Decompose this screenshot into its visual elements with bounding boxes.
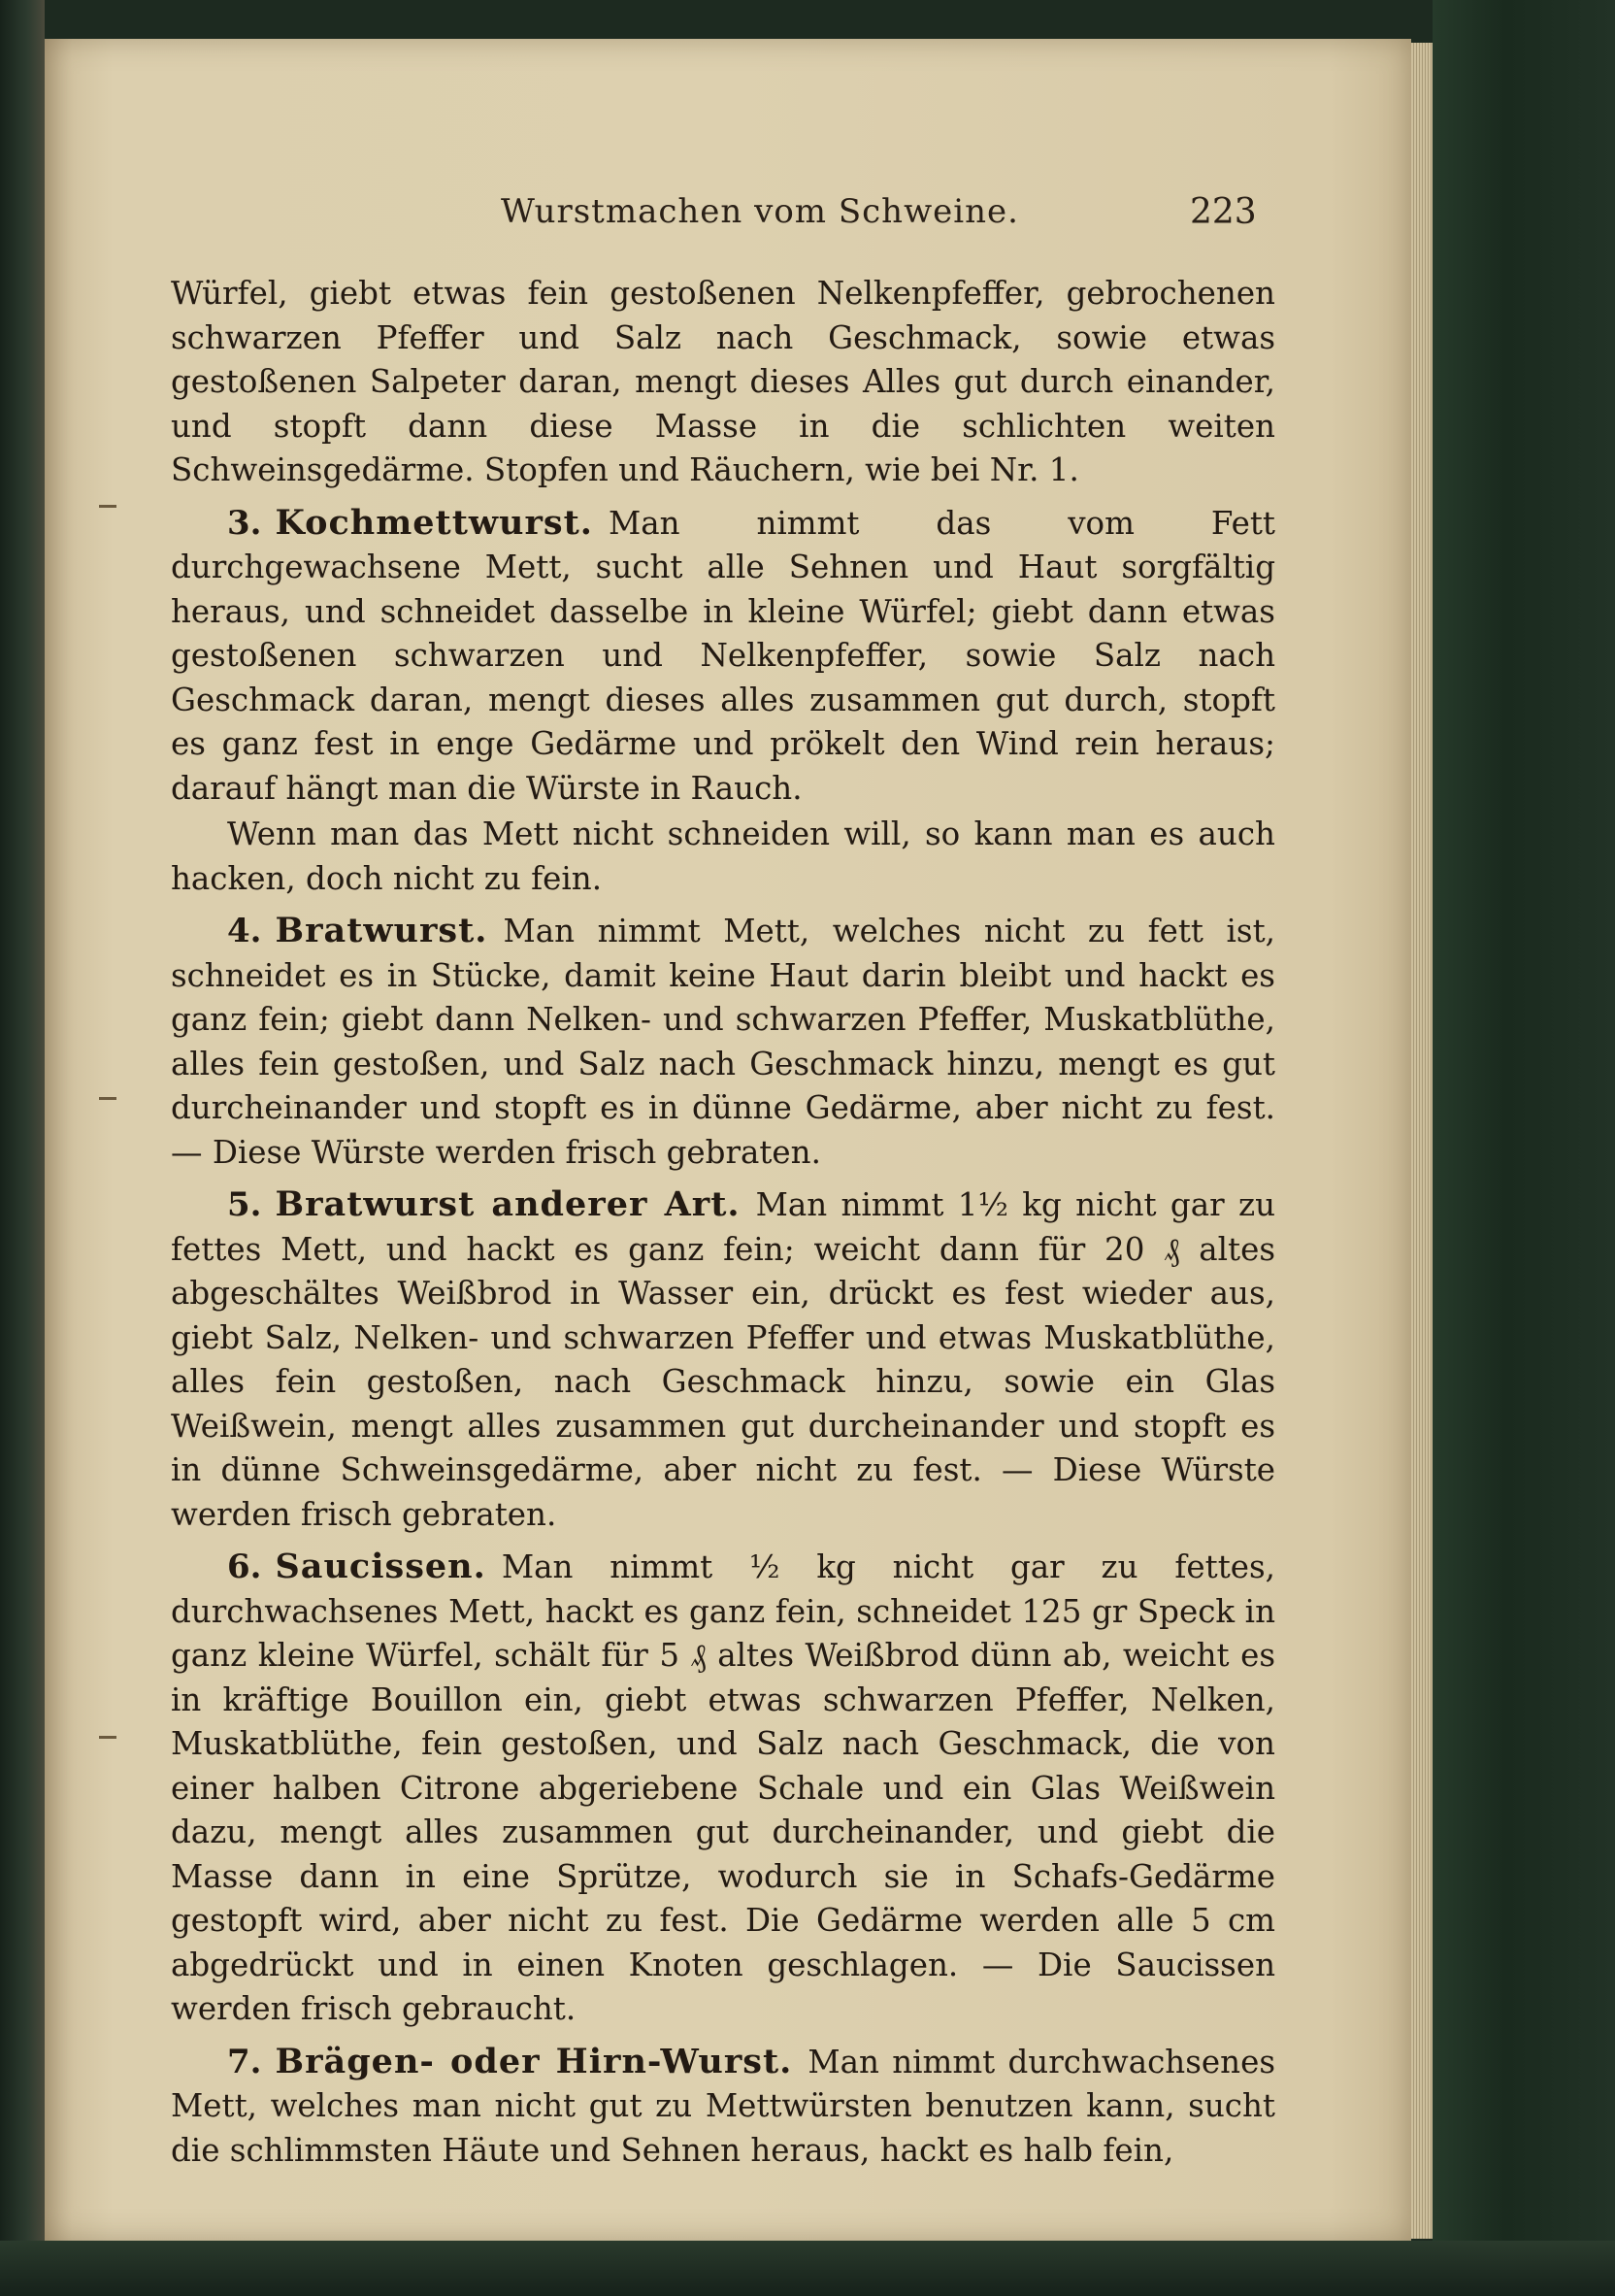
- margin-mark: [99, 505, 116, 508]
- recipe-3: [171, 501, 1275, 812]
- recipe-number: 7.: [227, 2042, 262, 2081]
- recipe-text: Man nimmt ½ kg nicht gar zu fettes, durchwachsenes Mett, hackt es ganz fein, schneidet 125 gr Speck in ganz kleine Würfel, schält für 5 ₰ altes Weißbrod dünn ab, weicht es in kräftige Bouillon ein, giebt etwas schwarzen Pfeffer, Nelken, Muskatblüthe, fein gestoßen, und Salz nach Geschmack, die von einer halben Citrone abgeriebene Schale und ein Glas Weißwein dazu, mengt alles zusammen gut durcheinander, und giebt die Masse dann in eine Sprütze, wodurch sie in Schafs-Gedärme gestopft wird, aber nicht zu fest. Die Gedärme werden alle 5 cm abgedrückt und in einen Knoten geschlagen. — Die Saucissen werden frisch gebraucht.: [171, 1548, 1275, 2027]
- book-page: [45, 39, 1411, 2241]
- recipe-7: [171, 2040, 1275, 2174]
- recipe-title: Brägen- oder Hirn-Wurst.: [275, 2041, 793, 2081]
- margin-mark: [99, 1736, 116, 1739]
- page-edges: [1411, 43, 1433, 2239]
- recipe-text: Man nimmt Mett, welches nicht zu fett ist, schneidet es in Stücke, damit keine Haut darin bleibt und hackt es ganz fein; giebt dann Nelken- und schwarzen Pfeffer, Muskatblüthe, alles fein gestoßen, und Salz nach Geschmack hinzu, mengt es gut durcheinander und stopft es in dünne Gedärme, aber nicht zu fest. — Diese Würste werden frisch gebraten.: [171, 913, 1275, 1171]
- margin-mark: [99, 1097, 116, 1100]
- recipe-number: 3.: [227, 503, 262, 543]
- recipe-title: Kochmettwurst.: [275, 502, 593, 543]
- recipe-6: [171, 1545, 1275, 2032]
- recipe-title: Bratwurst.: [275, 911, 488, 950]
- book-cover-bottom: [0, 2241, 1615, 2296]
- recipe-title: Saucissen.: [275, 1547, 486, 1586]
- recipe-number: 6.: [227, 1547, 262, 1586]
- body-text: [171, 272, 1275, 2175]
- recipe-title: Bratwurst anderer Art.: [275, 1184, 741, 1224]
- paragraph: Wenn man das Mett nicht schneiden will, so kann man es auch hacken, doch nicht zu fein.: [171, 815, 1275, 897]
- running-title: Wurstmachen vom Schweine.: [501, 192, 1019, 231]
- recipe-number: 4.: [227, 912, 262, 950]
- book-cover-left: [0, 0, 45, 2296]
- page-number: 223: [1190, 192, 1257, 232]
- recipe-text: Man nimmt 1½ kg nicht gar zu fettes Mett, und hackt es ganz fein; weicht dann für 20 ₰ altes abgeschältes Weißbrod in Wasser ein, drückt es fest wieder aus, giebt Salz, Nelken- und schwarzen Pfeffer und etwas Muskatblüthe, alles fein gestoßen, nach Geschmack hinzu, sowie ein Glas Weißwein, mengt alles zusammen gut durcheinander und stopft es in dünne Schweinsgedärme, aber nicht zu fest. — Diese Würste werden frisch gebraten.: [171, 1186, 1276, 1533]
- recipe-text: Man nimmt das vom Fett durchgewachsene Mett, sucht alle Sehnen und Haut sorgfältig heraus, und schneidet dasselbe in kleine Würfel; giebt dann etwas gestoßenen schwarzen und Nelkenpfeffer, sowie Salz nach Geschmack daran, mengt dieses alles zusammen gut durch, stopft es ganz fest in enge Gedärme und prökelt den Wind rein heraus; darauf hängt man die Würste in Rauch.: [171, 504, 1275, 807]
- recipe-5: [171, 1182, 1275, 1537]
- recipe-text: Man nimmt durchwachsenes Mett, welches man nicht gut zu Mettwürsten benutzen kann, sucht die schlimmsten Häute und Sehnen heraus, hackt es halb fein,: [171, 2043, 1275, 2169]
- page-header: [45, 192, 1411, 241]
- paragraph: Würfel, giebt etwas fein gestoßenen Nelkenpfeffer, gebrochenen schwarzen Pfeffer und Salz nach Geschmack, sowie etwas gestoßenen Salpeter daran, mengt dieses Alles gut durch einander, und stopft dann diese Masse in die schlichten weiten Schweinsgedärme. Stopfen und Räuchern, wie bei Nr. 1.: [171, 275, 1275, 488]
- book-cover-right: [1433, 0, 1615, 2296]
- recipe-number: 5.: [227, 1185, 262, 1224]
- recipe-4: [171, 909, 1275, 1175]
